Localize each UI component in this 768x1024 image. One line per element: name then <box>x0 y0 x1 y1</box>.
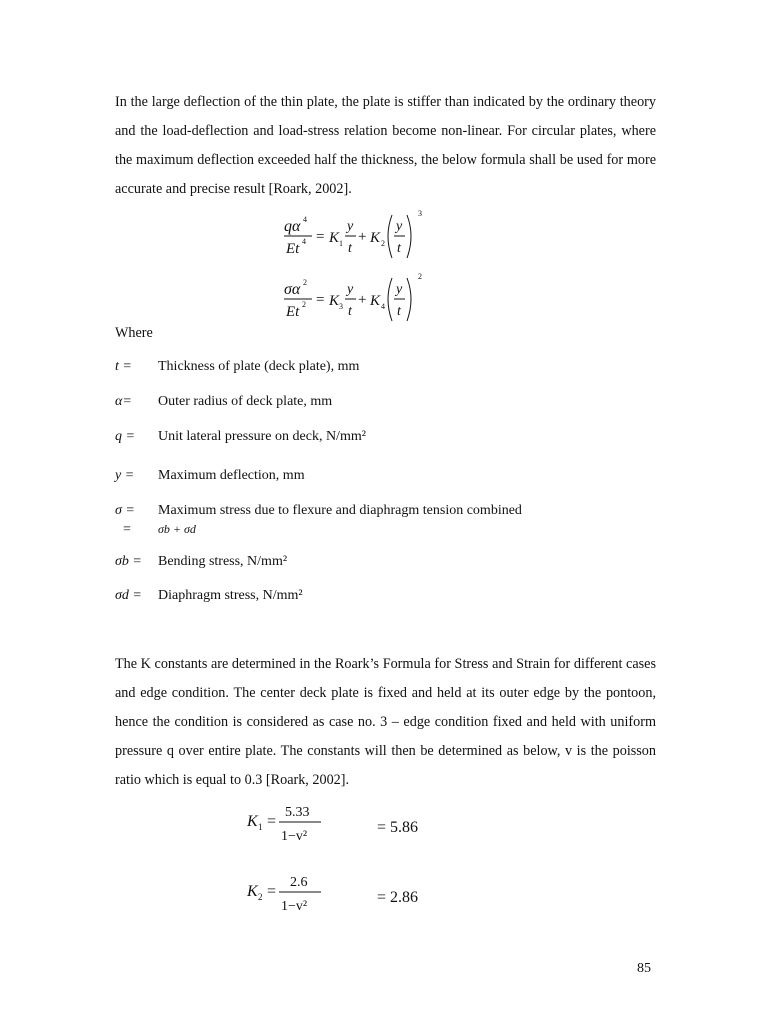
svg-text:K: K <box>370 230 381 246</box>
k2-numerator: 2.6 <box>290 875 308 890</box>
svg-text:+: + <box>358 229 367 245</box>
definition-text: Unit lateral pressure on deck, N/mm² <box>158 429 366 444</box>
svg-text:K: K <box>329 230 340 246</box>
k2-denominator: 1−v² <box>281 899 308 914</box>
svg-text:2: 2 <box>302 300 306 309</box>
svg-text:2: 2 <box>381 239 385 248</box>
k1-denominator: 1−v² <box>281 829 308 844</box>
svg-text:=: = <box>316 292 325 308</box>
svg-text:y: y <box>396 282 403 297</box>
definition-symbol: α= <box>115 394 132 409</box>
svg-text:1: 1 <box>339 239 343 248</box>
k1-equation <box>245 800 445 850</box>
svg-text:2: 2 <box>418 272 422 281</box>
definition-text: Outer radius of deck plate, mm <box>158 394 333 409</box>
svg-text:2: 2 <box>303 278 307 287</box>
svg-text:σα: σα <box>284 281 301 298</box>
where-label: Where <box>115 325 153 341</box>
svg-text:=: = <box>267 813 277 830</box>
definition-symbol: y = <box>115 468 135 483</box>
definition-symbol: = <box>123 522 131 537</box>
svg-text:Et: Et <box>286 241 300 257</box>
k2-subscript: 2 <box>258 892 263 902</box>
k1-result: = 5.86 <box>377 819 419 836</box>
svg-text:4: 4 <box>303 215 307 224</box>
svg-text:=: = <box>267 883 277 900</box>
svg-text:K: K <box>247 883 258 900</box>
svg-text:y: y <box>347 282 354 297</box>
k2-equation <box>245 870 445 920</box>
svg-text:t: t <box>397 241 401 256</box>
svg-text:qα: qα <box>284 218 301 235</box>
page-number: 85 <box>637 961 651 976</box>
svg-text:=: = <box>316 229 325 245</box>
definition-symbol: σd = <box>115 588 142 603</box>
k1-subscript: 1 <box>258 822 263 832</box>
svg-text:t: t <box>397 304 401 319</box>
svg-text:Et: Et <box>286 304 300 320</box>
definition-text: Thickness of plate (deck plate), mm <box>158 359 360 374</box>
definition-text: Diaphragm stress, N/mm² <box>158 588 303 603</box>
svg-text:y: y <box>396 219 403 234</box>
svg-text:4: 4 <box>302 237 306 246</box>
k-constants-paragraph: The K constants are determined in the Roark’s Formula for Stress and Strain for different cases and edge condition. The center deck plate is fixed and held at its outer edge by the pontoon, hence the condition is considered as case no. 3 – edge condition fixed and held with uniform pressure q over entire plate. The constants will then be determined as below, v is the poisson ratio which is equal to 0.3 [Roark, 2002]. <box>115 656 656 788</box>
definition-symbol: σ = <box>115 503 135 518</box>
svg-text:+: + <box>358 292 367 308</box>
svg-text:t: t <box>348 304 352 319</box>
definition-text: Maximum stress due to flexure and diaphragm tension combined <box>158 503 522 518</box>
definition-symbol: t = <box>115 359 132 374</box>
k1-numerator: 5.33 <box>285 805 310 820</box>
svg-text:4: 4 <box>381 302 385 311</box>
k2-result: = 2.86 <box>377 889 419 906</box>
svg-text:K: K <box>329 293 340 309</box>
svg-text:t: t <box>348 241 352 256</box>
equation-deflection <box>280 205 440 265</box>
svg-text:K: K <box>247 813 258 830</box>
svg-text:3: 3 <box>418 209 422 218</box>
definition-text: σb + σd <box>158 522 196 536</box>
definition-symbol: q = <box>115 429 135 444</box>
svg-text:K: K <box>370 293 381 309</box>
equation-stress <box>280 268 440 328</box>
intro-paragraph: In the large deflection of the thin plate, the plate is stiffer than indicated by the ordinary theory and the load-deflection and load-stress relation become non-linear. For circular plates, where the maximum deflection exceeded half the thickness, the below formula shall be used for more accurate and precise result [Roark, 2002]. <box>115 94 656 197</box>
definition-symbol: σb = <box>115 554 142 569</box>
svg-text:3: 3 <box>339 302 343 311</box>
svg-text:y: y <box>347 219 354 234</box>
definition-text: Maximum deflection, mm <box>158 468 305 483</box>
definition-text: Bending stress, N/mm² <box>158 554 288 569</box>
